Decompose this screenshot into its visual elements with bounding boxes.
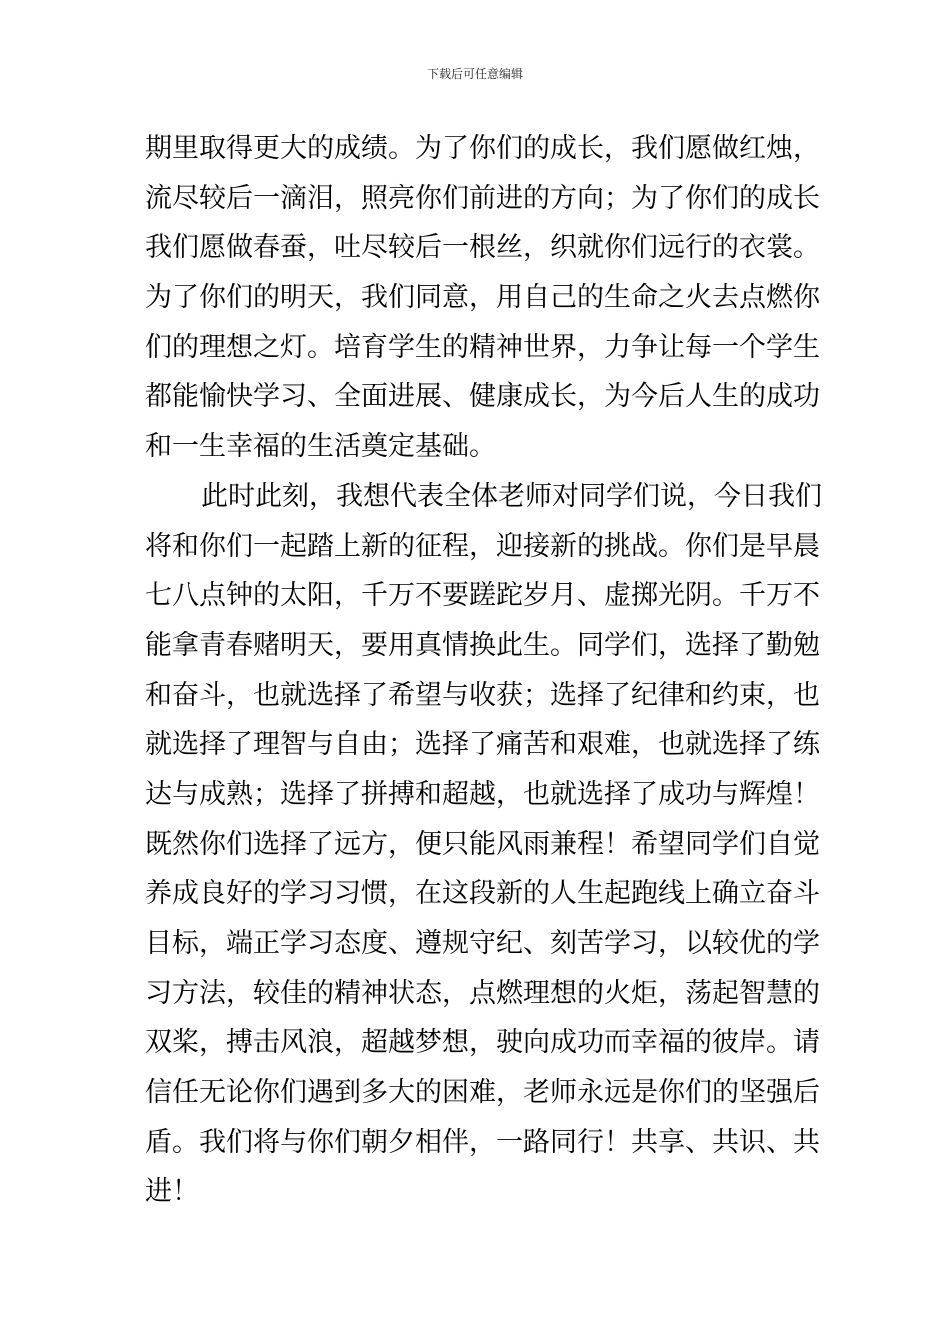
text-line: 盾。我们将与你们朝夕相伴，一路同行！共享、共识、共 [145, 1126, 820, 1158]
text-line: 我们愿做春蚕，吐尽较后一根丝，织就你们远行的衣裳。 [145, 232, 820, 264]
text-line: 目标，端正学习态度、遵规守纪、刻苦学习，以较优的学 [145, 928, 820, 959]
paragraph-2 [145, 472, 822, 1217]
text-line: 七八点钟的太阳，千万不要蹉跎岁月、虚掷光阴。千万不 [145, 580, 820, 612]
text-line: 们的理想之灯。培育学生的精神世界，力争让每一个学生 [145, 331, 820, 363]
text-line: 能拿青春赌明天，要用真情换此生。同学们，选择了勤勉 [145, 629, 820, 661]
text-line: 达与成熟；选择了拼搏和超越，也就选择了成功与辉煌！ [145, 778, 820, 810]
text-line: 就选择了理智与自由；选择了痛苦和艰难，也就选择了练 [145, 729, 820, 761]
text-line: 和奋斗，也就选择了希望与收获；选择了纪律和约束，也 [145, 679, 820, 711]
text-line: 养成良好的学习习惯，在这段新的人生起跑线上确立奋斗 [145, 878, 820, 910]
text-line: 此时此刻，我想代表全体老师对同学们说，今日我们 [201, 480, 822, 512]
text-line: 都能愉快学习、全面进展、健康成长，为今后人生的成功 [145, 381, 820, 413]
text-line: 和一生幸福的生活奠定基础。 [145, 431, 496, 463]
paragraph-1 [145, 124, 820, 472]
text-line: 流尽较后一滴泪，照亮你们前进的方向；为了你们的成长 [145, 182, 820, 214]
text-line: 期里取得更大的成绩。为了你们的成长，我们愿做红烛， [145, 133, 820, 164]
text-line: 将和你们一起踏上新的征程，迎接新的挑战。你们是早晨 [145, 530, 820, 562]
document-body [145, 124, 822, 1217]
text-line: 进！ [145, 1176, 199, 1208]
text-line: 信任无论你们遇到多大的困难，老师永远是你们的坚强后 [145, 1077, 820, 1109]
page-header: 下载后可任意编辑 [426, 67, 523, 81]
text-line: 双桨，搏击风浪，超越梦想，驶向成功而幸福的彼岸。请 [145, 1027, 820, 1059]
text-line: 为了你们的明天，我们同意，用自己的生命之火去点燃你 [145, 282, 820, 314]
text-line: 习方法，较佳的精神状态，点燃理想的火炬，荡起智慧的 [145, 977, 820, 1009]
text-line: 既然你们选择了远方，便只能风雨兼程！希望同学们自觉 [145, 828, 820, 860]
